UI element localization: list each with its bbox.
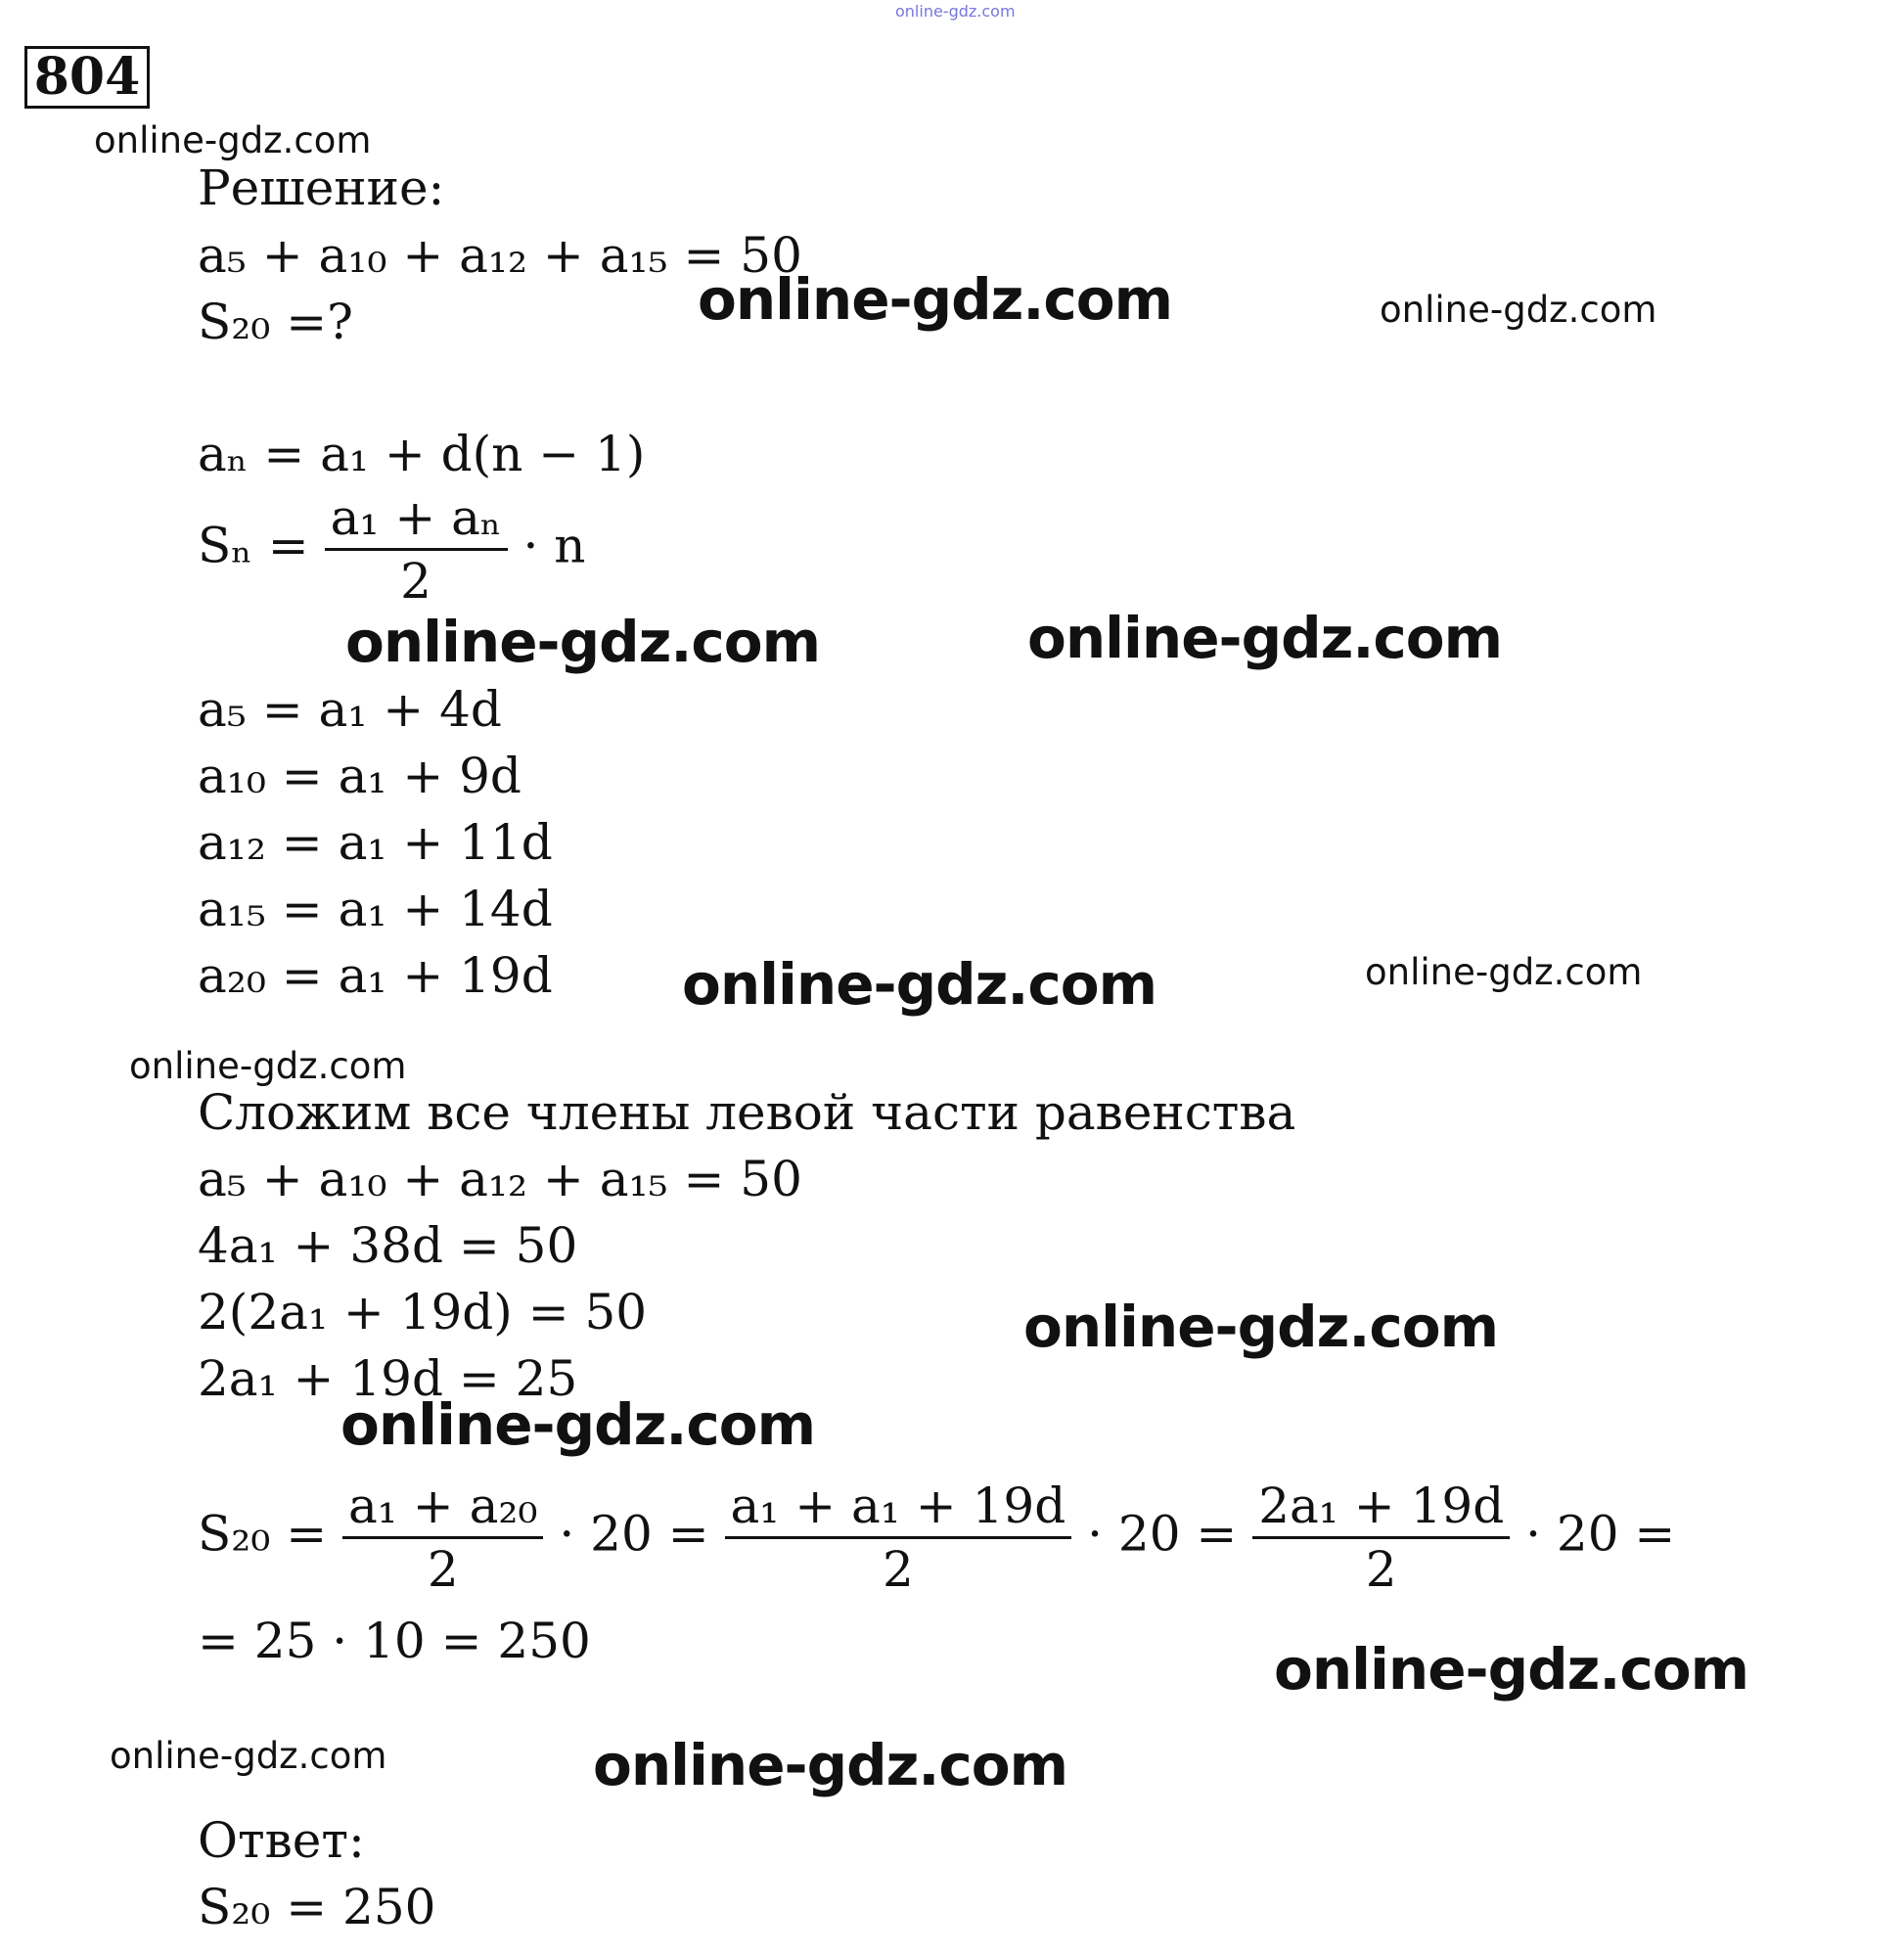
answer-heading: Ответ:: [198, 1812, 365, 1869]
step-line: 4a₁ + 38d = 50: [198, 1217, 578, 1274]
step-line: a₅ + a₁₀ + a₁₂ + a₁₅ = 50: [198, 1151, 802, 1207]
watermark: online-gdz.com: [1027, 605, 1503, 671]
sum-formula-numerator: a₁ + aₙ: [325, 489, 508, 551]
term-line: a₂₀ = a₁ + 19d: [198, 947, 553, 1004]
watermark: online-gdz.com: [698, 266, 1173, 333]
watermark: online-gdz.com: [1274, 1636, 1749, 1703]
term-line: a₅ = a₁ + 4d: [198, 681, 502, 738]
multiply-equals: · 20 =: [1087, 1505, 1238, 1563]
sum-formula: [198, 489, 585, 610]
final-fraction-1: [342, 1477, 543, 1598]
sum-formula-lhs: Sₙ =: [198, 517, 309, 574]
problem-number: 804: [24, 46, 150, 109]
given-equation: a₅ + a₁₀ + a₁₂ + a₁₅ = 50: [198, 227, 802, 284]
given-question: S₂₀ =?: [198, 294, 353, 350]
final-lhs: S₂₀ =: [198, 1505, 328, 1563]
nth-term-formula: aₙ = a₁ + d(n − 1): [198, 426, 646, 482]
term-line: a₁₂ = a₁ + 11d: [198, 814, 553, 871]
sum-formula-tail: · n: [522, 517, 586, 574]
watermark: online-gdz.com: [340, 1391, 816, 1458]
sum-formula-denominator: 2: [400, 553, 431, 610]
term-line: a₁₀ = a₁ + 9d: [198, 748, 521, 804]
watermark: online-gdz.com: [345, 609, 821, 675]
fraction-numerator: a₁ + a₂₀: [342, 1477, 543, 1539]
watermark: online-gdz.com: [94, 119, 372, 161]
explanation-text: Сложим все члены левой части равенства: [198, 1084, 1296, 1141]
step-line: 2(2a₁ + 19d) = 50: [198, 1284, 648, 1341]
watermark: online-gdz.com: [593, 1732, 1068, 1798]
fraction-denominator: 2: [882, 1541, 914, 1598]
sum-formula-fraction: [325, 489, 508, 610]
watermark-top: online-gdz.com: [895, 2, 1016, 21]
watermark: online-gdz.com: [110, 1735, 387, 1777]
final-fraction-3: [1252, 1477, 1510, 1598]
final-calculation: [198, 1477, 1675, 1598]
final-fraction-2: [725, 1477, 1072, 1598]
watermark: online-gdz.com: [1380, 289, 1657, 331]
step-line: 2a₁ + 19d = 25: [198, 1350, 578, 1407]
multiply-equals: · 20 =: [559, 1505, 709, 1563]
watermark: online-gdz.com: [129, 1045, 407, 1087]
term-line: a₁₅ = a₁ + 14d: [198, 881, 553, 937]
watermark: online-gdz.com: [1365, 951, 1643, 993]
watermark: online-gdz.com: [1023, 1294, 1499, 1360]
fraction-denominator: 2: [427, 1541, 459, 1598]
fraction-numerator: 2a₁ + 19d: [1252, 1477, 1510, 1539]
final-result-line: = 25 · 10 = 250: [198, 1613, 591, 1669]
fraction-numerator: a₁ + a₁ + 19d: [725, 1477, 1072, 1539]
solution-heading: Решение:: [198, 159, 445, 216]
fraction-denominator: 2: [1365, 1541, 1397, 1598]
multiply-equals: · 20 =: [1525, 1505, 1676, 1563]
watermark: online-gdz.com: [682, 951, 1157, 1018]
answer-value: S₂₀ = 250: [198, 1879, 436, 1935]
